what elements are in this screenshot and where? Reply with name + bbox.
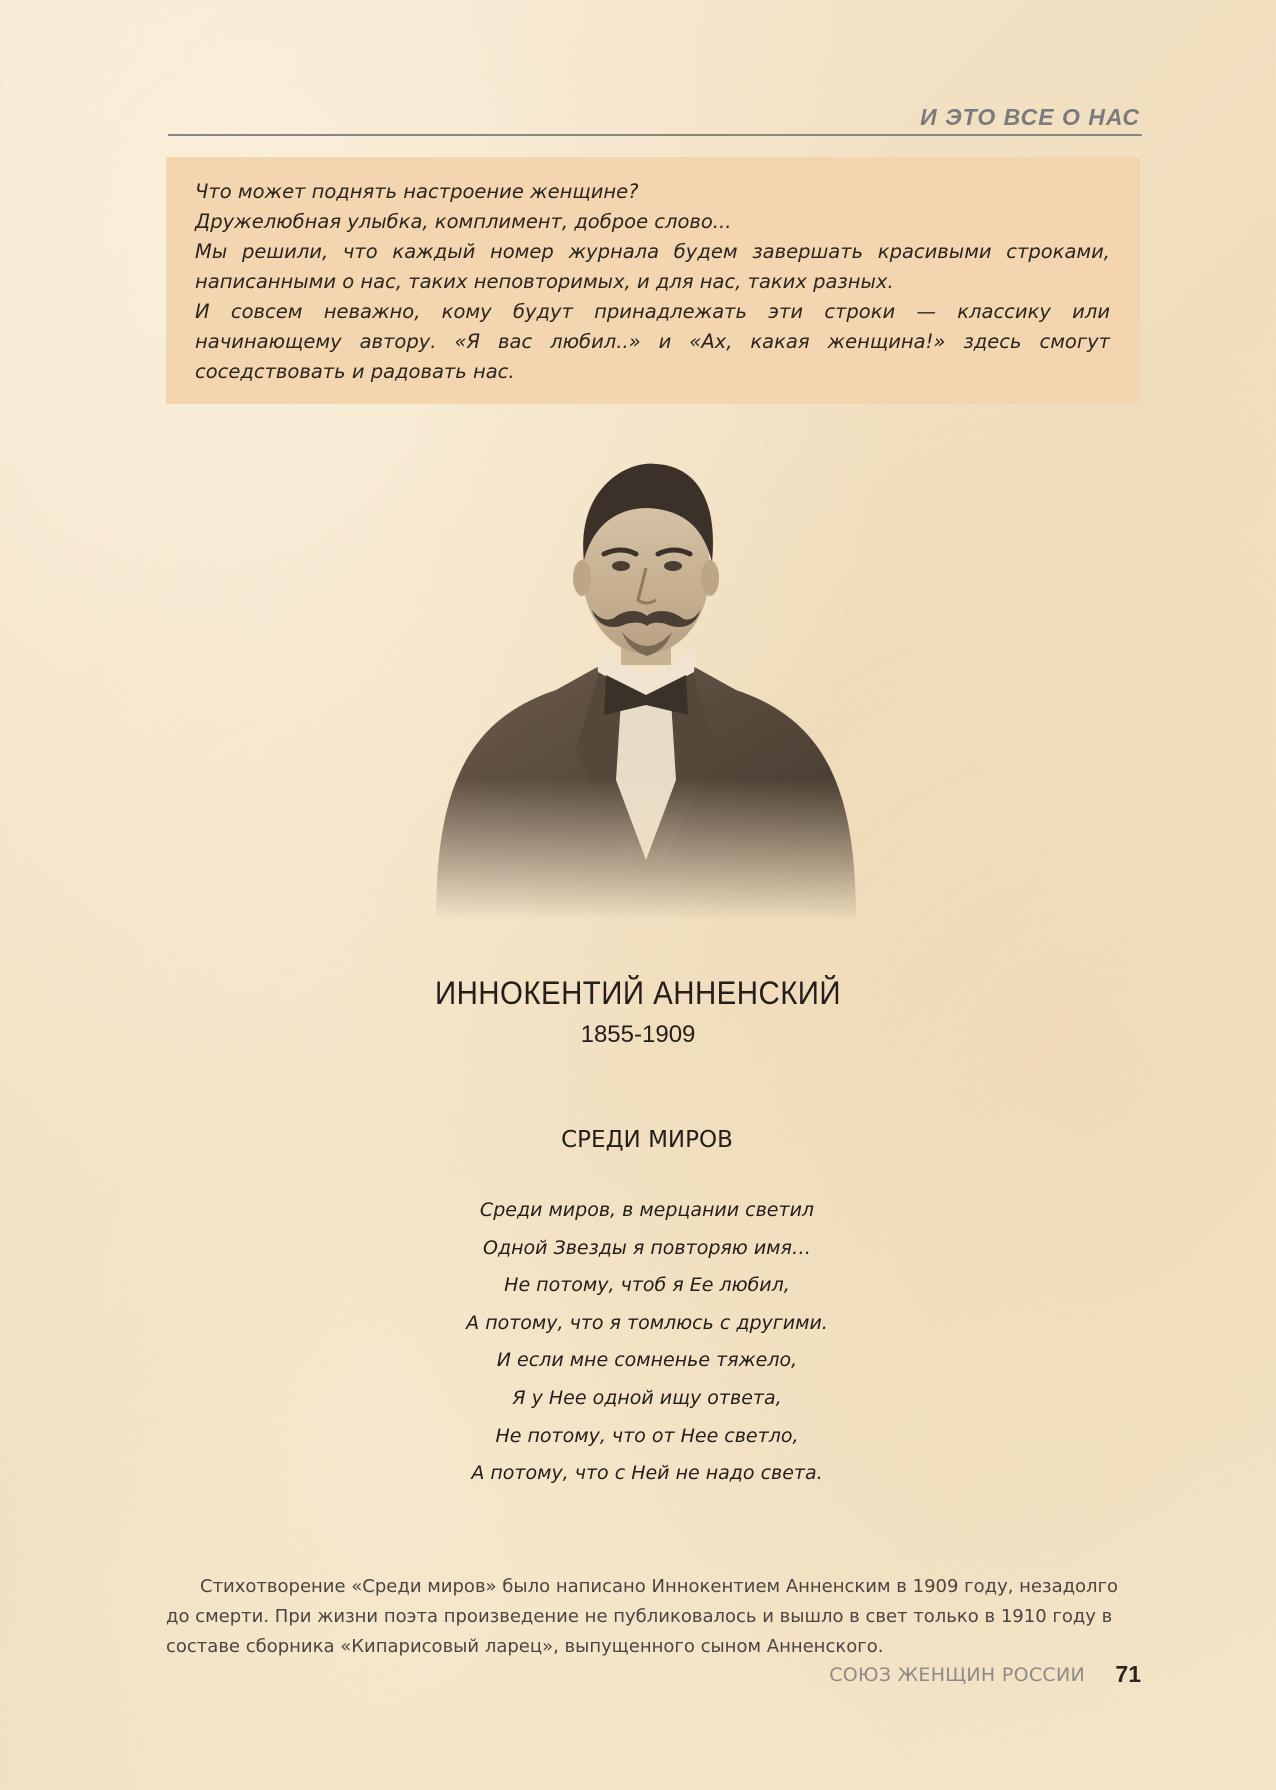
poet-name: ИННОКЕНТИЙ АННЕНСКИЙ: [434, 975, 842, 1011]
page-number: 71: [1115, 1661, 1141, 1687]
poet-portrait: [426, 450, 866, 920]
intro-line: Что может поднять настроение женщине?: [195, 180, 639, 203]
poem-verse: Не потому, чтоб я Ее любил,: [504, 1274, 790, 1297]
footnote: Стихотворение «Среди миров» было написано Иннокентием Анненским в 1909 году, незадолго до смерти. При жизни поэта произведение не публиковалось и вышло в свет только в 1910 году в составе сборника «Кипарисовый ларец», выпущенного сыном Анненского.: [166, 1576, 1119, 1657]
intro-line: Мы решили, что каждый номер журнала будем завершать красивыми строками,: [195, 240, 1110, 263]
poem: [0, 1192, 1276, 1493]
intro-line: Дружелюбная улыбка, комплимент, доброе слово...: [195, 210, 732, 233]
poem-verse: А потому, что с Ней не надо света.: [471, 1462, 823, 1485]
intro-box: [166, 157, 1140, 404]
poem-verse: А потому, что я томлюсь с другими.: [466, 1311, 828, 1334]
intro-line: начинающему автору. «Я вас любил..» и «Ах, какая женщина!» здесь смогут: [195, 330, 1110, 353]
footer-brand: СОЮЗ ЖЕНЩИН РОССИИ: [829, 1664, 1085, 1686]
section-title: И ЭТО ВСЕ О НАС: [920, 104, 1140, 130]
header-divider: [168, 134, 1142, 136]
poem-verse: Одной Звезды я повторяю имя…: [483, 1236, 811, 1259]
poem-title: СРЕДИ МИРОВ: [561, 1127, 733, 1153]
intro-line: соседствовать и радовать нас.: [195, 360, 515, 383]
intro-line: написанными о нас, таких неповторимых, и для нас, таких разных.: [195, 270, 894, 293]
poem-verse: Не потому, что от Нее светло,: [495, 1424, 799, 1447]
poet-years: 1855-1909: [580, 1021, 696, 1048]
intro-line: И совсем неважно, кому будут принадлежать эти строки — классику или: [195, 300, 1110, 323]
poem-verse: Я у Нее одной ищу ответа,: [512, 1386, 782, 1409]
poem-verse: И если мне сомненье тяжело,: [496, 1349, 798, 1372]
poem-verse: Среди миров, в мерцании светил: [479, 1199, 815, 1221]
